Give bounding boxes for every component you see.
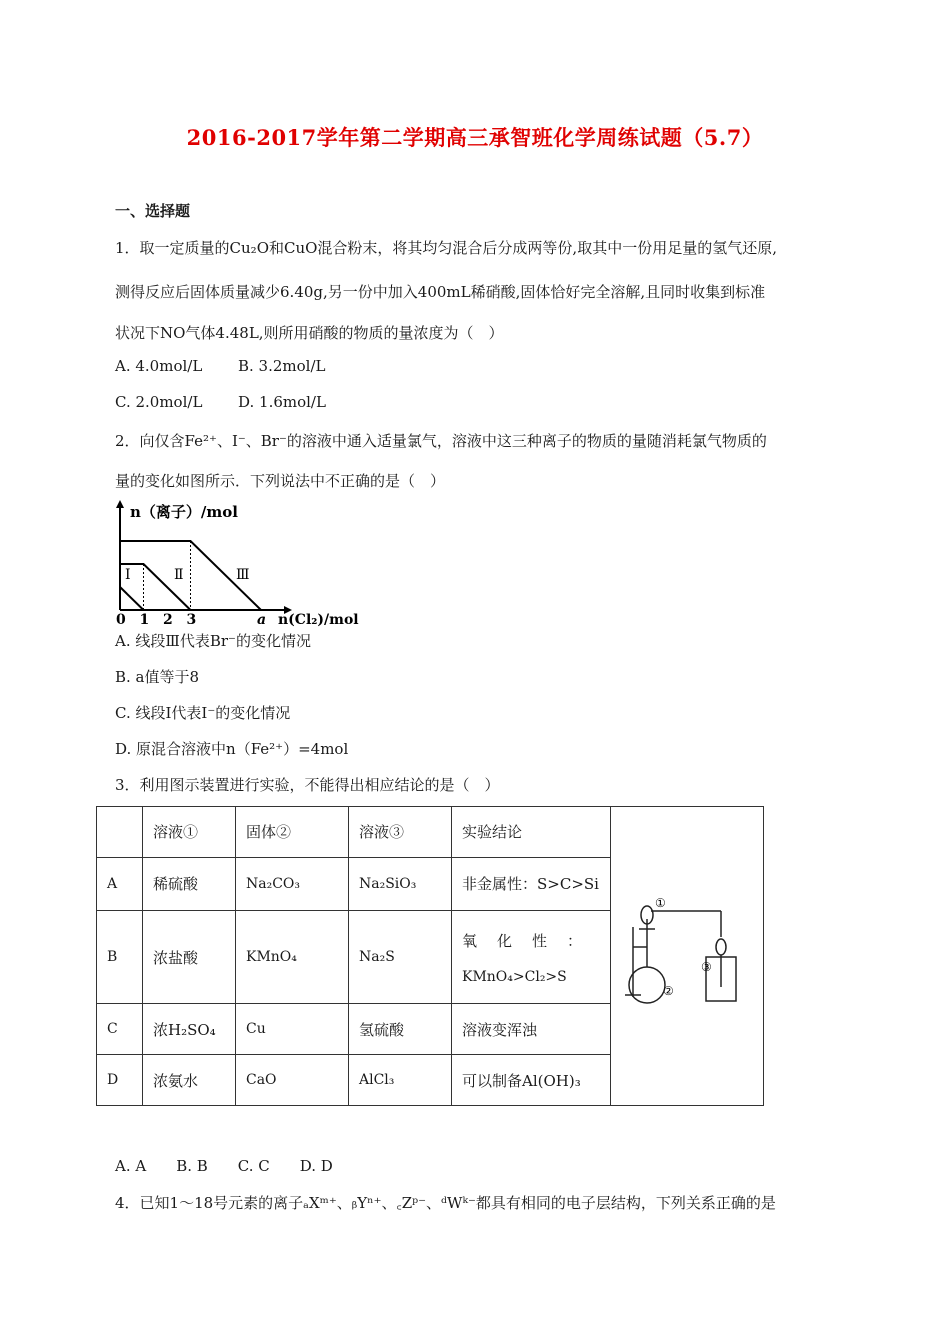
q3-options: A. A B. B C. C D. D [115, 1157, 333, 1175]
q2-option-b: B. a值等于8 [115, 668, 200, 686]
apparatus-label-2: ② [663, 984, 674, 998]
conclusion-char: 氧 [462, 931, 478, 950]
apparatus-diagram [611, 807, 763, 1101]
q1-line1: 1．取一定质量的Cu₂O和CuO混合粉末，将其均匀混合后分成两等份,取其中一份用足量的氢气还原, [115, 239, 777, 257]
series-label-III: Ⅲ [236, 567, 250, 583]
series-label-I: Ⅰ [125, 567, 131, 583]
page-title: 2016-2017学年第二学期高三承智班化学周练试题（5.7） [186, 125, 764, 150]
solution-1-cell: 浓盐酸 [143, 910, 236, 1004]
table-header-row [97, 807, 764, 858]
solid-2-cell: Cu [236, 1004, 349, 1055]
row-label: D [97, 1055, 143, 1106]
q1-line2: 测得反应后固体质量减少6.40g,另一份中加入400mL稀硝酸,固体恰好完全溶解,且同时收集到标准 [115, 283, 766, 301]
section-heading: 一、选择题 [115, 202, 191, 220]
apparatus-cell [611, 807, 764, 1106]
q2-line2: 量的变化如图所示．下列说法中不正确的是（ ） [115, 472, 446, 490]
q2-line1: 2．向仅含Fe²⁺、I⁻、Br⁻的溶液中通入适量氯气，溶液中这三种离子的物质的量随消耗氯气物质的 [115, 432, 767, 450]
q2-option-d: D. 原混合溶液中n（Fe²⁺）=4mol [115, 740, 349, 758]
experiment-table [96, 806, 764, 1106]
header-cell [97, 807, 143, 858]
q1-option-d: D. 1.6mol/L [238, 393, 326, 411]
apparatus-label-3: ③ [701, 960, 712, 974]
series-line-1 [120, 587, 144, 610]
x-tick-label: a [257, 612, 267, 628]
solution-3-cell: 氢硫酸 [349, 1004, 452, 1055]
q1-line3: 状况下NO气体4.48L,则所用硝酸的物质的量浓度为（ ） [115, 324, 504, 342]
series-label-II: Ⅱ [174, 567, 184, 583]
header-cell: 溶液① [143, 807, 236, 858]
solution-1-cell: 浓氨水 [143, 1055, 236, 1106]
conclusion-cell: 可以制备Al(OH)₃ [452, 1055, 611, 1106]
conclusion-cell [452, 910, 611, 1004]
y-axis-label: n（离子）/mol [130, 503, 238, 521]
x-tick-label: 0 [116, 612, 126, 628]
solution-1-cell: 稀硫酸 [143, 857, 236, 910]
header-cell: 溶液③ [349, 807, 452, 858]
header-cell: 固体② [236, 807, 349, 858]
q2-option-a: A. 线段Ⅲ代表Br⁻的变化情况 [115, 632, 311, 650]
conclusion-char: ： [566, 931, 582, 950]
solid-2-cell: CaO [236, 1055, 349, 1106]
x-tick-label: 2 [163, 612, 173, 628]
q1-option-b: B. 3.2mol/L [238, 357, 326, 375]
header-cell: 实验结论 [452, 807, 611, 858]
y-axis-arrow [116, 500, 124, 508]
x-axis-label: n(Cl₂)/mol [278, 612, 359, 628]
solution-3-cell: Na₂S [349, 910, 452, 1004]
ion-chart [108, 500, 368, 630]
q2-option-c: C. 线段Ⅰ代表I⁻的变化情况 [115, 704, 291, 722]
conclusion-char: 化 [496, 931, 512, 950]
row-label: A [97, 857, 143, 910]
conclusion-cell: 溶液变浑浊 [452, 1004, 611, 1055]
solid-2-cell: Na₂CO₃ [236, 857, 349, 910]
solution-1-cell: 浓H₂SO₄ [143, 1004, 236, 1055]
apparatus-label-1: ① [655, 896, 666, 910]
row-label: B [97, 910, 143, 1004]
conclusion-char: 性 [531, 931, 547, 950]
conclusion-text: KMnO₄>Cl₂>S [462, 968, 567, 985]
solid-2-cell: KMnO₄ [236, 910, 349, 1004]
row-label: C [97, 1004, 143, 1055]
solution-3-cell: Na₂SiO₃ [349, 857, 452, 910]
q3-line1: 3．利用图示装置进行实验，不能得出相应结论的是（ ） [115, 776, 500, 794]
x-tick-label: 3 [186, 612, 197, 628]
solution-3-cell: AlCl₃ [349, 1055, 452, 1106]
conclusion-heading [462, 930, 582, 951]
x-tick-label: 1 [139, 612, 150, 628]
q1-option-a: A. 4.0mol/L [115, 357, 203, 375]
q1-option-c: C. 2.0mol/L [115, 393, 203, 411]
conclusion-cell: 非金属性：S>C>Si [452, 857, 611, 910]
q4-line1: 4．已知1～18号元素的离子ₐXᵐ⁺、ᵦYⁿ⁺、꜀Zᵖ⁻、ᵈWᵏ⁻都具有相同的电子层结构，下列关系正确的是 [115, 1194, 776, 1212]
